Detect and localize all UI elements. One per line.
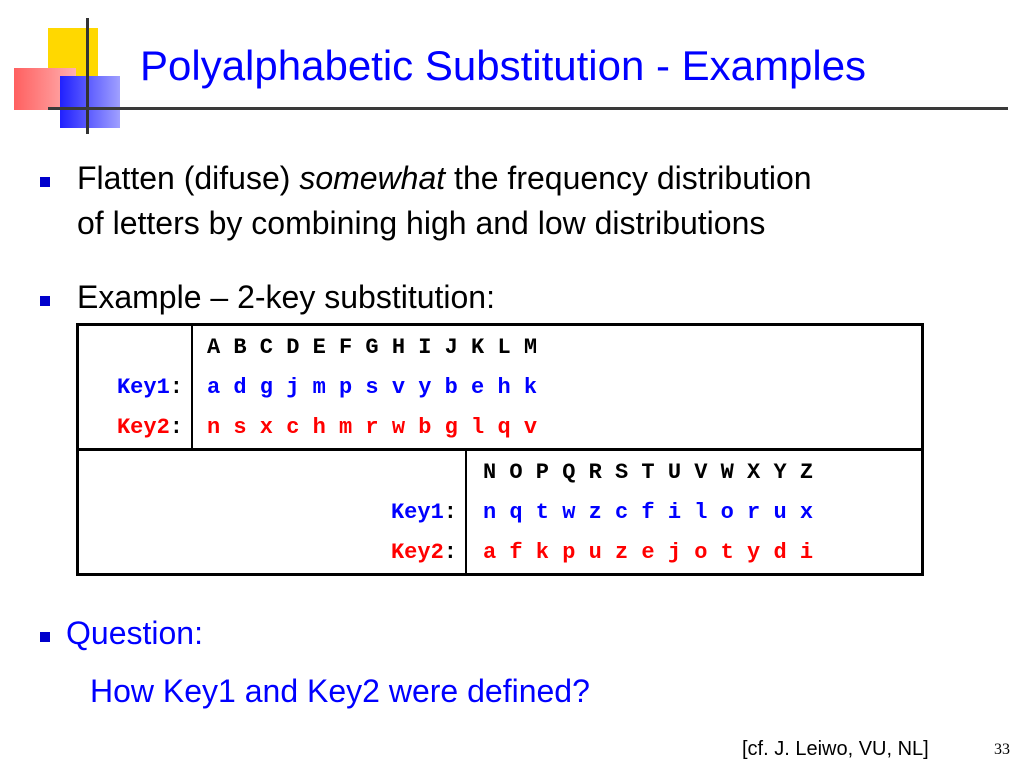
row-spacer [87,328,183,368]
logo-decoration [0,0,140,140]
colon: : [169,415,183,440]
part1-label-cell [78,325,193,450]
part1-values-cell [192,325,923,450]
key2-row-n-z: a f k p u z e j o t y d i [483,540,814,565]
key1-row-a-m: a d g j m p s v y b e h k [207,375,538,400]
page-number: 33 [994,741,1010,758]
bullet-1-pre: Flatten (difuse) [77,160,300,196]
colon: : [169,375,183,400]
key2-row-a-m: n s x c h m r w b g l q v [207,415,538,440]
bullet-marker [40,632,50,642]
question-heading: Question: [66,615,203,651]
colon: : [443,540,457,565]
key2-label-text: Key2 [116,415,170,440]
bullet-1-post: the frequency distribution [445,160,812,196]
citation: [cf. J. Leiwo, VU, NL] [742,738,929,760]
key2-label-text: Key2 [390,540,444,565]
key1-label [87,368,183,408]
part2-label-cell [78,450,467,575]
slide-title: Polyalphabetic Substitution - Examples [140,42,867,89]
bullet-1-emphasis: somewhat [299,160,446,196]
plain-row-n-z: N O P Q R S T U V W X Y Z [483,460,814,485]
plain-row-a-m: A B C D E F G H I J K L M [207,335,538,360]
bullet-1-line2: of letters by combining high and low distributions [77,205,766,241]
key1-row-n-z: n q t w z c f i l o r u x [483,500,814,525]
key1-label-text: Key1 [116,375,170,400]
bullet-marker [40,296,50,306]
question-text: How Key1 and Key2 were defined? [90,673,590,709]
key2-label [87,533,457,573]
row-spacer [87,453,457,493]
table-row [78,325,923,450]
colon: : [443,500,457,525]
key2-label [87,408,183,448]
key1-label [87,493,457,533]
substitution-table [76,323,924,576]
bullet-1-text [77,157,812,199]
bullet-marker [40,177,50,187]
key1-label-text: Key1 [390,500,444,525]
title-underline [48,107,1008,110]
table-row [78,450,923,575]
part2-values-cell [466,450,923,575]
bullet-2-text: Example – 2-key substitution: [77,279,495,315]
